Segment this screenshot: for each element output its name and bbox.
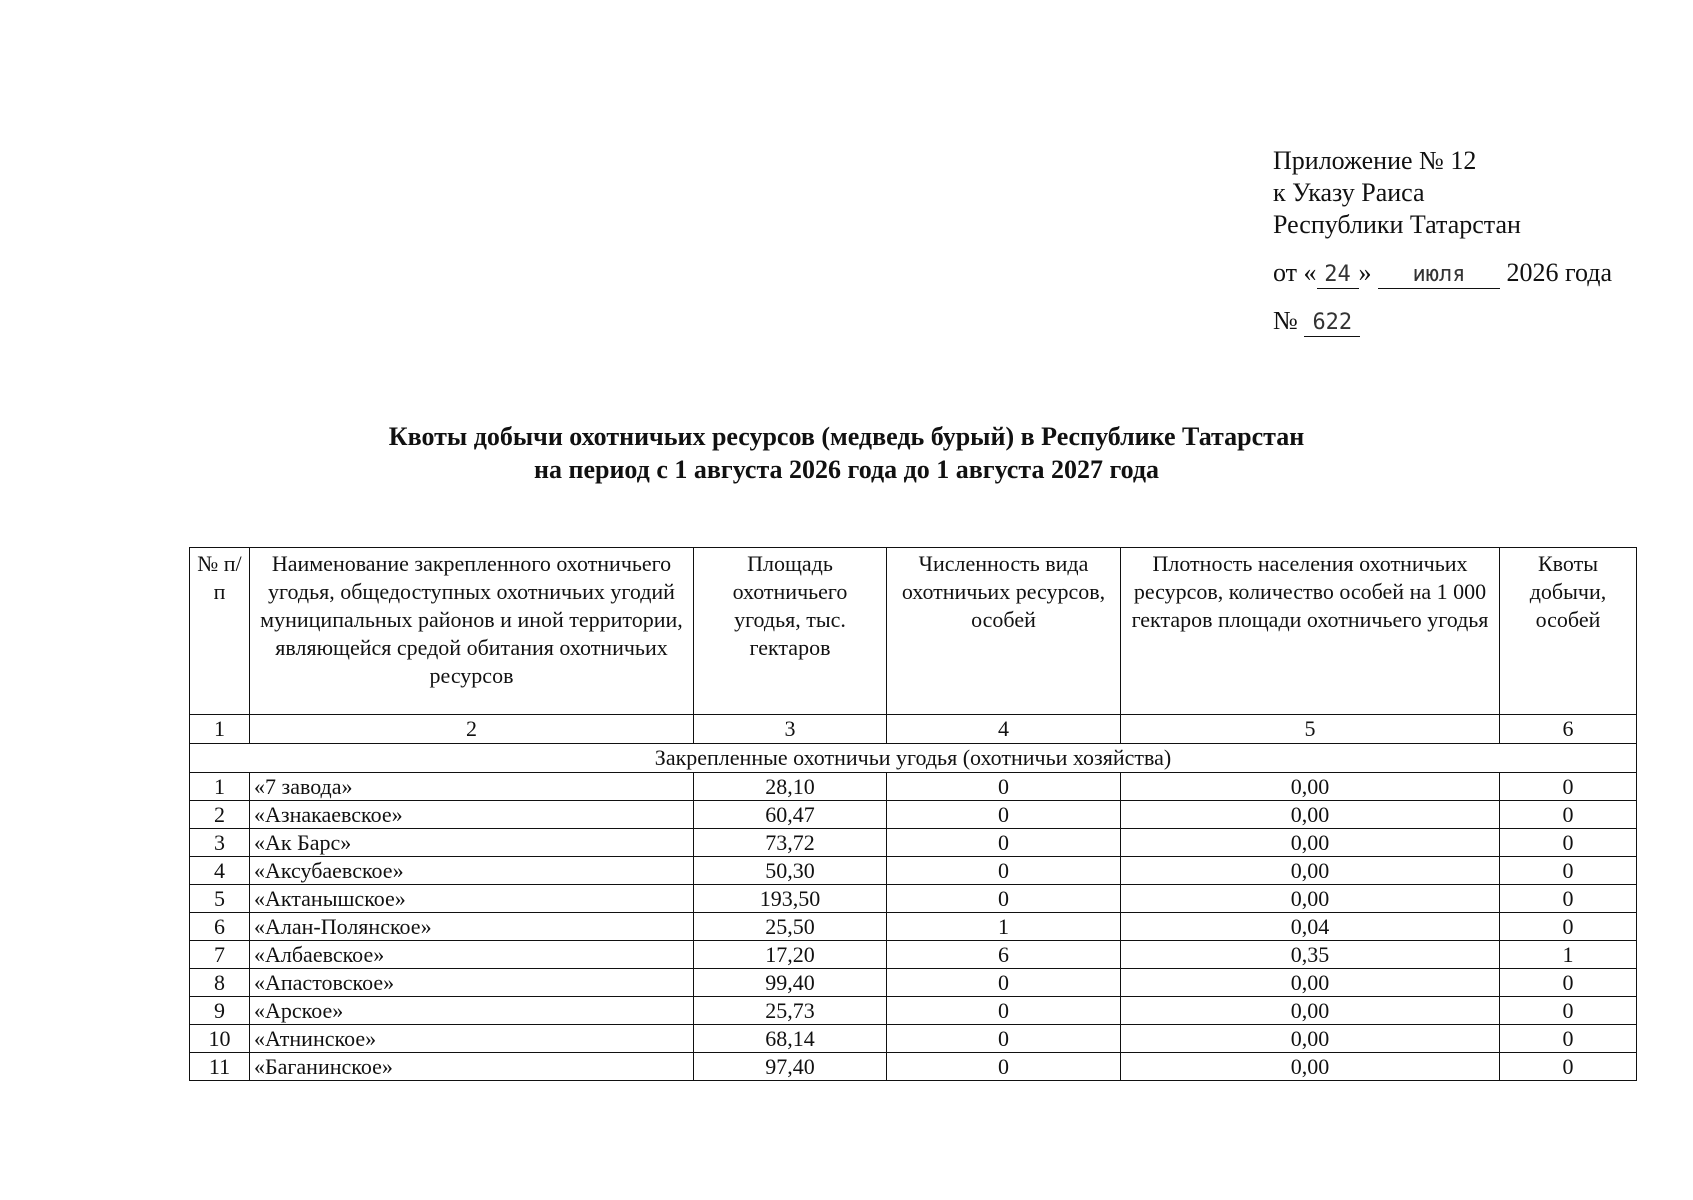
section-title: Закрепленные охотничьи угодья (охотничьи хозяйства) — [190, 744, 1637, 773]
hunting-ground-name: «Албаевское» — [250, 941, 694, 969]
population-count: 0 — [887, 829, 1121, 857]
area-value: 193,50 — [694, 885, 887, 913]
population-count: 0 — [887, 857, 1121, 885]
column-numbers-row — [190, 715, 1637, 744]
hunting-ground-name: «Апастовское» — [250, 969, 694, 997]
table-row — [190, 1025, 1637, 1053]
date-suffix: 2026 года — [1506, 258, 1613, 287]
area-value: 28,10 — [694, 773, 887, 801]
population-density: 0,00 — [1121, 969, 1500, 997]
population-count: 0 — [887, 773, 1121, 801]
date-day: 24 — [1317, 262, 1359, 289]
table-row — [190, 885, 1637, 913]
quota-value: 0 — [1500, 773, 1637, 801]
area-value: 60,47 — [694, 801, 887, 829]
hunting-ground-name: «Баганинское» — [250, 1053, 694, 1081]
population-count: 0 — [887, 885, 1121, 913]
document-title — [0, 420, 1693, 486]
hunting-ground-name: «Аксубаевское» — [250, 857, 694, 885]
area-value: 17,20 — [694, 941, 887, 969]
population-density: 0,35 — [1121, 941, 1500, 969]
header-area: Площадь охотничьего угодья, тыс. гектаров — [694, 548, 887, 715]
column-number: 4 — [887, 715, 1121, 744]
header-count: Численность вида охотничьих ресурсов, особей — [887, 548, 1121, 715]
population-count: 0 — [887, 801, 1121, 829]
number-value: 622 — [1304, 310, 1360, 337]
quota-value: 0 — [1500, 997, 1637, 1025]
area-value: 99,40 — [694, 969, 887, 997]
table-row — [190, 969, 1637, 997]
population-count: 0 — [887, 1053, 1121, 1081]
area-value: 68,14 — [694, 1025, 887, 1053]
quota-value: 0 — [1500, 857, 1637, 885]
column-number: 1 — [190, 715, 250, 744]
population-density: 0,00 — [1121, 997, 1500, 1025]
column-number: 3 — [694, 715, 887, 744]
row-number: 4 — [190, 857, 250, 885]
row-number: 1 — [190, 773, 250, 801]
appendix-line-2: к Указу Раиса — [1273, 178, 1425, 207]
header-num: № п/п — [190, 548, 250, 715]
population-count: 1 — [887, 913, 1121, 941]
population-density: 0,00 — [1121, 801, 1500, 829]
area-value: 97,40 — [694, 1053, 887, 1081]
column-number: 5 — [1121, 715, 1500, 744]
hunting-ground-name: «Алан-Полянское» — [250, 913, 694, 941]
appendix-date — [1273, 257, 1612, 289]
date-month: июля — [1378, 262, 1500, 289]
table-row — [190, 913, 1637, 941]
hunting-ground-name: «Ак Барс» — [250, 829, 694, 857]
table-row — [190, 773, 1637, 801]
population-density: 0,00 — [1121, 773, 1500, 801]
table-row — [190, 941, 1637, 969]
appendix-number — [1273, 305, 1612, 337]
quota-value: 0 — [1500, 1025, 1637, 1053]
row-number: 2 — [190, 801, 250, 829]
quota-value: 0 — [1500, 829, 1637, 857]
date-prefix: от « — [1273, 258, 1317, 287]
appendix-block — [1273, 145, 1612, 337]
row-number: 10 — [190, 1025, 250, 1053]
hunting-ground-name: «Актанышское» — [250, 885, 694, 913]
population-density: 0,00 — [1121, 857, 1500, 885]
quota-value: 0 — [1500, 885, 1637, 913]
table-row — [190, 997, 1637, 1025]
area-value: 25,73 — [694, 997, 887, 1025]
row-number: 3 — [190, 829, 250, 857]
column-number: 6 — [1500, 715, 1637, 744]
quota-value: 1 — [1500, 941, 1637, 969]
quota-value: 0 — [1500, 1053, 1637, 1081]
hunting-ground-name: «Азнакаевское» — [250, 801, 694, 829]
hunting-ground-name: «Атнинское» — [250, 1025, 694, 1053]
population-density: 0,00 — [1121, 1053, 1500, 1081]
table-header-row — [190, 548, 1637, 715]
population-count: 0 — [887, 969, 1121, 997]
row-number: 9 — [190, 997, 250, 1025]
quota-value: 0 — [1500, 969, 1637, 997]
quota-table — [189, 547, 1637, 1081]
appendix-line-1: Приложение № 12 — [1273, 146, 1477, 175]
area-value: 50,30 — [694, 857, 887, 885]
row-number: 5 — [190, 885, 250, 913]
population-density: 0,00 — [1121, 1025, 1500, 1053]
title-line-2: на период с 1 августа 2026 года до 1 августа 2027 года — [533, 455, 1159, 484]
quota-value: 0 — [1500, 801, 1637, 829]
column-number: 2 — [250, 715, 694, 744]
population-density: 0,04 — [1121, 913, 1500, 941]
table-row — [190, 857, 1637, 885]
area-value: 73,72 — [694, 829, 887, 857]
header-name: Наименование закрепленного охотничьего угодья, общедоступных охотничьих угодий муниципальных районов и иной территории, являющейся средой обитания охотничьих ресурсов — [250, 548, 694, 715]
quota-value: 0 — [1500, 913, 1637, 941]
appendix-line-3: Республики Татарстан — [1273, 210, 1521, 239]
row-number: 11 — [190, 1053, 250, 1081]
area-value: 25,50 — [694, 913, 887, 941]
table-row — [190, 801, 1637, 829]
row-number: 6 — [190, 913, 250, 941]
table-row — [190, 829, 1637, 857]
population-count: 0 — [887, 1025, 1121, 1053]
hunting-ground-name: «7 завода» — [250, 773, 694, 801]
number-prefix: № — [1273, 306, 1298, 335]
population-count: 0 — [887, 997, 1121, 1025]
table-row — [190, 1053, 1637, 1081]
population-density: 0,00 — [1121, 829, 1500, 857]
hunting-ground-name: «Арское» — [250, 997, 694, 1025]
header-density: Плотность населения охотничьих ресурсов, количество особей на 1 000 гектаров площади охотничьего угодья — [1121, 548, 1500, 715]
title-line-1: Квоты добычи охотничьих ресурсов (медведь бурый) в Республике Татарстан — [388, 422, 1305, 451]
row-number: 7 — [190, 941, 250, 969]
population-count: 6 — [887, 941, 1121, 969]
section-row — [190, 744, 1637, 773]
row-number: 8 — [190, 969, 250, 997]
date-mid: » — [1358, 258, 1372, 287]
header-quota: Квоты добычи, особей — [1500, 548, 1637, 715]
population-density: 0,00 — [1121, 885, 1500, 913]
